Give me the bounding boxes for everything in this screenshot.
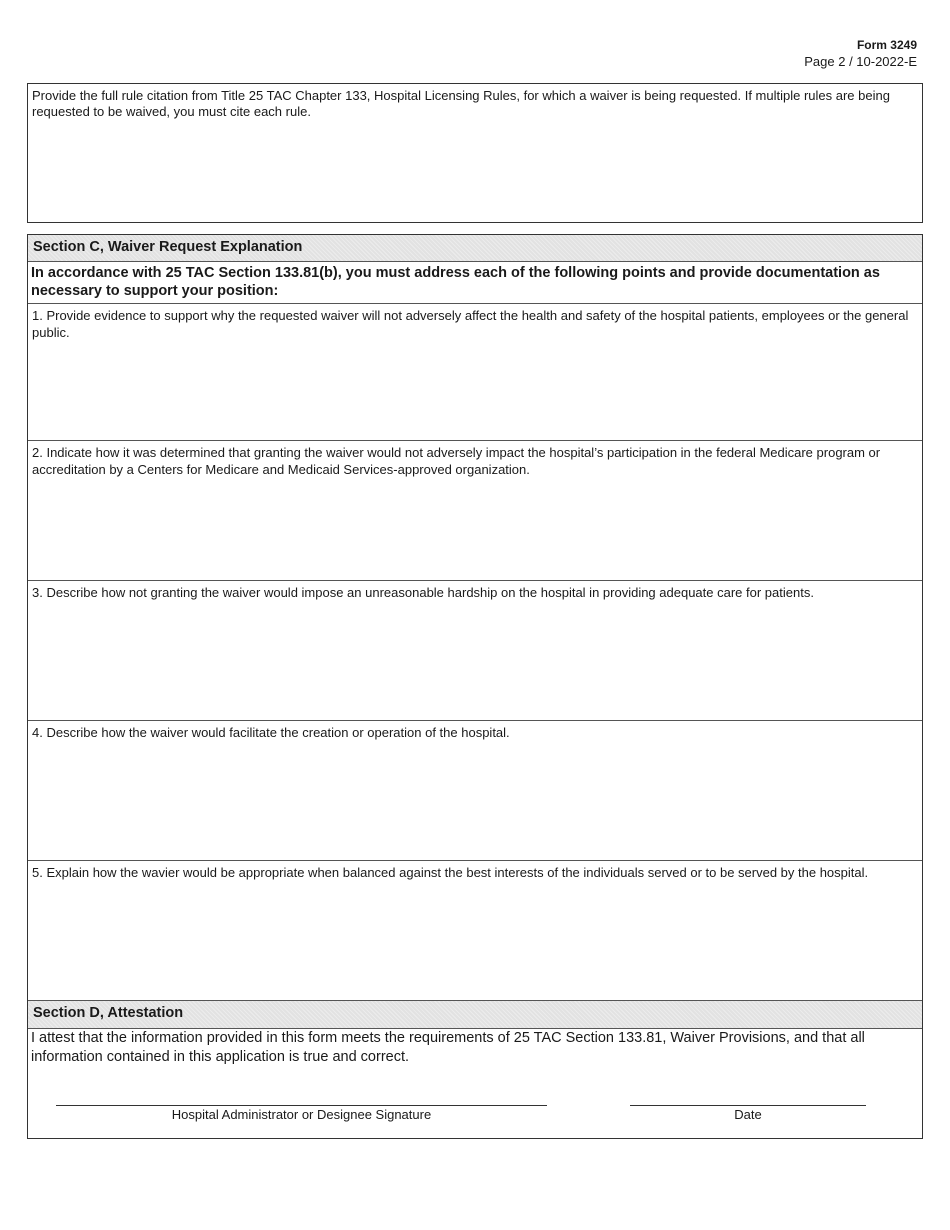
question-4-field[interactable]	[28, 721, 922, 861]
question-1-text: 1. Provide evidence to support why the requested waiver will not adversely affect the health and safety of the hospital patients, employees or the general public.	[32, 308, 909, 340]
question-5-text: 5. Explain how the wavier would be appropriate when balanced against the best interests of the individuals served or to be served by the hospital.	[32, 865, 869, 880]
question-3-field[interactable]	[28, 581, 922, 721]
section-c-d-container	[27, 234, 923, 1139]
section-c-title: Section C, Waiver Request Explanation	[28, 235, 922, 262]
section-c-instructions: In accordance with 25 TAC Section 133.81(b), you must address each of the following points and provide documentation as necessary to support your position:	[28, 262, 922, 304]
question-5-field[interactable]	[28, 861, 922, 1001]
rule-citation-field[interactable]	[27, 83, 923, 223]
date-line[interactable]	[630, 1105, 866, 1106]
signature-line[interactable]	[56, 1105, 547, 1106]
signature-row	[28, 1067, 922, 1127]
question-4-text: 4. Describe how the waiver would facilitate the creation or operation of the hospital.	[32, 725, 510, 740]
attestation-statement: I attest that the information provided in this form meets the requirements of 25 TAC Section 133.81, Waiver Provisions, and that all information contained in this application is true and correct.	[31, 1030, 865, 1065]
date-label: Date	[734, 1107, 762, 1122]
question-2-text: 2. Indicate how it was determined that granting the waiver would not adversely impact the hospital’s participation in the federal Medicare program or accreditation by a Centers for Medicare and Medicaid Services-approved organization.	[32, 445, 881, 477]
section-d-title: Section D, Attestation	[28, 1001, 922, 1029]
question-3-text: 3. Describe how not granting the waiver would impose an unreasonable hardship on the hospital in providing adequate care for patients.	[32, 585, 814, 600]
form-number: Form 3249	[856, 38, 917, 52]
question-1-field[interactable]	[28, 304, 922, 441]
page-header	[804, 38, 917, 70]
page-revision: Page 2 / 10-2022-E	[804, 54, 917, 69]
rule-citation-instructions: Provide the full rule citation from Title 25 TAC Chapter 133, Hospital Licensing Rules, for which a waiver is being requested. If multiple rules are being requested to be waived, you must cite each rule.	[32, 88, 890, 119]
question-2-field[interactable]	[28, 441, 922, 581]
signature-label: Hospital Administrator or Designee Signature	[171, 1107, 432, 1122]
